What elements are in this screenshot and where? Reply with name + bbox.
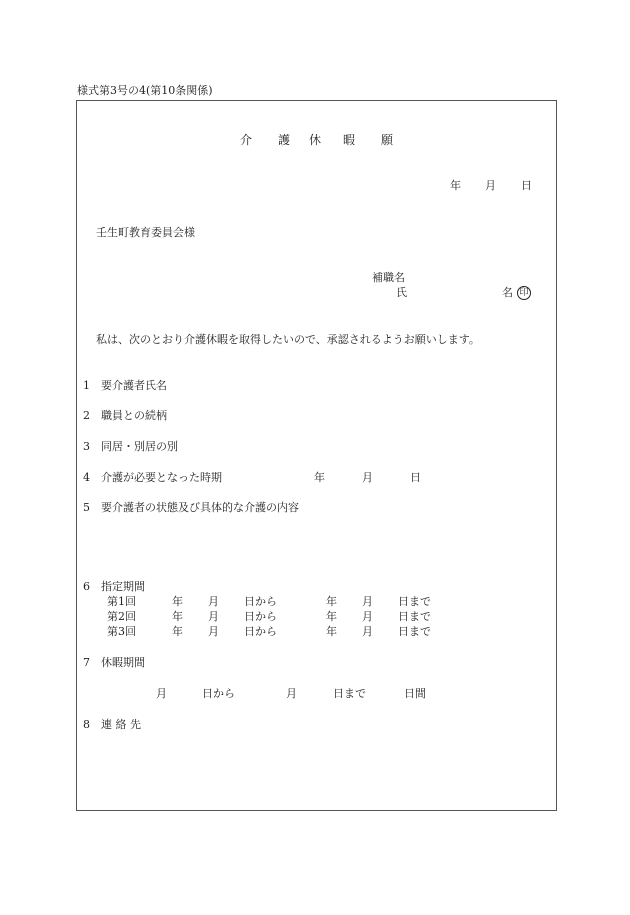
statement: 私は、次のとおり介護休暇を取得したいので、承認されるようお願いします。 — [96, 333, 480, 346]
date-year: 年 — [450, 179, 461, 192]
item-number: 3 — [83, 440, 90, 453]
item-label: 職員との続柄 — [101, 409, 167, 422]
period-year-from: 年 — [172, 625, 183, 638]
period-day-to: 日まで — [398, 595, 431, 608]
period-day-from: 日から — [244, 595, 277, 608]
name-label-2: 名 — [502, 286, 513, 299]
leave-days: 日間 — [404, 687, 426, 700]
item-number: 6 — [83, 580, 90, 593]
period-year-to: 年 — [326, 595, 337, 608]
period-label: 第3回 — [107, 625, 136, 638]
item-label: 要介護者の状態及び具体的な介護の内容 — [101, 501, 299, 514]
item4-year: 年 — [314, 471, 325, 484]
item-number: 1 — [83, 379, 90, 392]
item-label: 介護が必要となった時期 — [101, 471, 222, 484]
period-month-to: 月 — [362, 610, 373, 623]
period-month-to: 月 — [362, 595, 373, 608]
title-char: 暇 — [343, 133, 356, 147]
title-char: 護 — [278, 133, 291, 147]
item-label: 要介護者氏名 — [101, 379, 167, 392]
item-number: 2 — [83, 409, 90, 422]
period-label: 第1回 — [107, 595, 136, 608]
title-char: 休 — [309, 133, 322, 147]
period-label: 第2回 — [107, 610, 136, 623]
leave-month-to: 月 — [286, 687, 297, 700]
item4-month: 月 — [362, 471, 373, 484]
period-day-to: 日まで — [398, 625, 431, 638]
item-number: 4 — [83, 471, 90, 484]
title-char: 介 — [240, 133, 253, 147]
period-day-from: 日から — [244, 625, 277, 638]
item-label: 指定期間 — [101, 580, 145, 593]
leave-month-from: 月 — [156, 687, 167, 700]
date-day: 日 — [521, 179, 532, 192]
form-number: 様式第3号の4(第10条関係) — [77, 84, 213, 97]
position-label: 補職名 — [372, 271, 405, 284]
period-month-to: 月 — [362, 625, 373, 638]
period-day-from: 日から — [244, 610, 277, 623]
item-number: 7 — [83, 656, 90, 669]
addressee: 壬生町教育委員会様 — [96, 226, 195, 239]
period-day-to: 日まで — [398, 610, 431, 623]
leave-day-from: 日から — [202, 687, 235, 700]
period-month-from: 月 — [208, 595, 219, 608]
form-frame — [76, 100, 557, 811]
item-number: 5 — [83, 501, 90, 514]
period-month-from: 月 — [208, 610, 219, 623]
title-char: 願 — [381, 133, 394, 147]
name-label-1: 氏 — [396, 286, 407, 299]
period-year-from: 年 — [172, 595, 183, 608]
seal-icon: 印 — [517, 286, 531, 300]
item-label: 連 絡 先 — [101, 718, 141, 731]
item-label: 休暇期間 — [101, 656, 145, 669]
period-month-from: 月 — [208, 625, 219, 638]
period-year-to: 年 — [326, 625, 337, 638]
leave-day-to: 日まで — [333, 687, 366, 700]
item4-day: 日 — [410, 471, 421, 484]
item-label: 同居・別居の別 — [101, 440, 178, 453]
period-year-from: 年 — [172, 610, 183, 623]
date-month: 月 — [485, 179, 496, 192]
item-number: 8 — [83, 718, 90, 731]
period-year-to: 年 — [326, 610, 337, 623]
